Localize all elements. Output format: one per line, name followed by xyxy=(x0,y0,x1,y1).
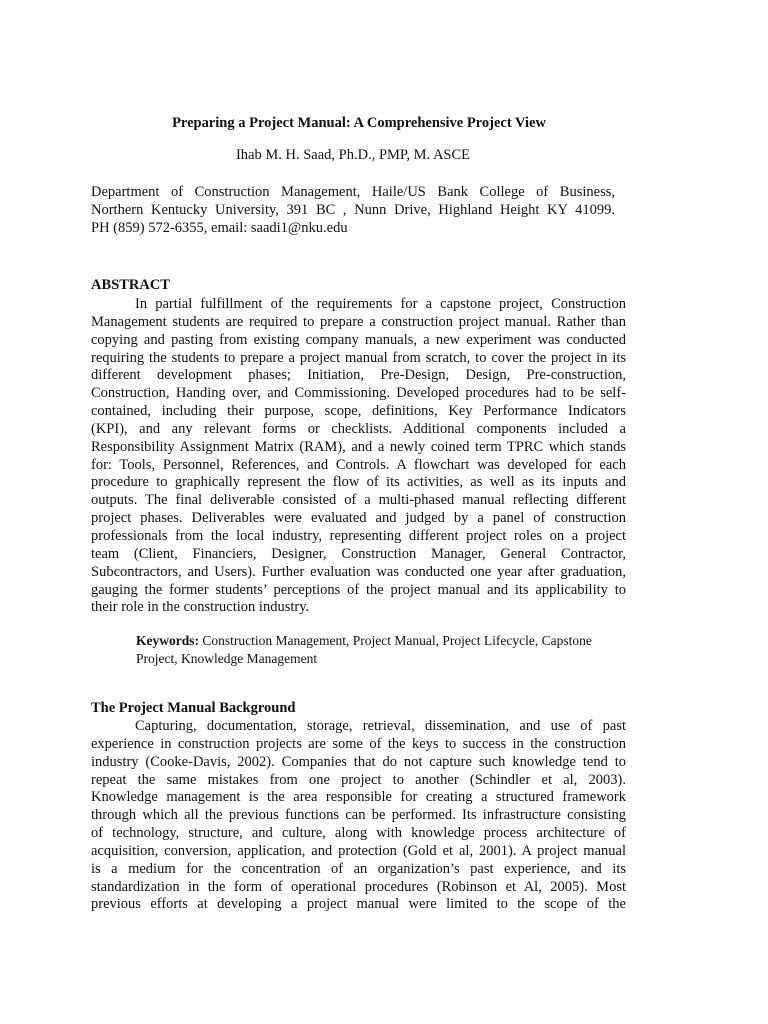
abstract-line: professionals from the local industry, representing different project roles on a project xyxy=(91,527,626,544)
background-line: of technology, structure, and culture, along with knowledge process architecture of xyxy=(91,825,626,842)
affiliation-line: Department of Construction Management, Haile/US Bank College of Business, xyxy=(91,184,615,200)
abstract-line: requiring the students to prepare a project manual from scratch, to cover the project in its xyxy=(91,349,626,366)
abstract-line: Responsibility Assignment Matrix (RAM), and a newly coined term TPRC which stands xyxy=(91,438,626,455)
background-line: Knowledge management is the area responsible for creating a structured framework xyxy=(91,789,626,806)
abstract-line: different development phases; Initiation, Pre-Design, Design, Pre-construction, xyxy=(91,367,626,384)
affiliation-block xyxy=(91,184,615,237)
keywords-text: Construction Management, Project Manual, Project Lifecycle, Capstone xyxy=(202,633,592,648)
keywords-label: Keywords: xyxy=(136,633,199,648)
background-line: standardization in the form of operational procedures (Robinson et Al, 2005). Most xyxy=(91,878,626,895)
abstract-line: (KPI), and any relevant forms or checklists. Additional components included a xyxy=(91,420,626,437)
keywords-line: Project, Knowledge Management xyxy=(136,650,318,666)
paper-title: Preparing a Project Manual: A Comprehensive Project View xyxy=(172,115,546,131)
abstract-line: In partial fulfillment of the requirements for a capstone project, Construction xyxy=(135,296,626,312)
background-line: experience in construction projects are some of the keys to success in the construction xyxy=(91,735,626,752)
abstract-line: outputs. The final deliverable consisted of a multi-phased manual reflecting different xyxy=(91,492,626,509)
keywords-line xyxy=(136,632,616,650)
background-line: previous efforts at developing a project manual were limited to the scope of the xyxy=(91,896,626,913)
background-line: is a medium for the concentration of an organization’s past experience, and its xyxy=(91,860,626,877)
abstract-line: copying and pasting from existing company manuals, a new experiment was conducted xyxy=(91,331,626,348)
abstract-line: for: Tools, Personnel, References, and Controls. A flowchart was developed for each xyxy=(91,456,626,473)
abstract-line: Management students are required to prepare a construction project manual. Rather than xyxy=(91,313,626,330)
abstract-line: procedure to graphically represent the flow of its activities, as well as its inputs and xyxy=(91,474,626,491)
keywords-block xyxy=(136,632,616,667)
background-line: through which all the previous functions can be performed. Its infrastructure consisting xyxy=(91,807,626,824)
abstract-line: contained, including their purpose, scope, definitions, Key Performance Indicators xyxy=(91,403,626,420)
abstract-paragraph xyxy=(91,296,626,617)
abstract-line: team (Client, Financiers, Designer, Construction Manager, General Contractor, xyxy=(91,545,626,562)
abstract-line: gauging the former students’ perceptions of the project manual and its applicability to xyxy=(91,581,626,598)
background-line: Capturing, documentation, storage, retrieval, dissemination, and use of past xyxy=(135,718,626,734)
background-paragraph xyxy=(91,718,626,914)
background-line: acquisition, conversion, application, and protection (Gold et al, 2001). A project manual xyxy=(91,842,626,859)
abstract-line: project phases. Deliverables were evaluated and judged by a panel of construction xyxy=(91,510,626,527)
abstract-line: Subcontractors, and Users). Further evaluation was conducted one year after graduation, xyxy=(91,563,626,580)
abstract-heading: ABSTRACT xyxy=(91,277,170,293)
author-line: Ihab M. H. Saad, Ph.D., PMP, M. ASCE xyxy=(235,147,471,163)
abstract-line: Construction, Handing over, and Commissioning. Developed procedures had to be self- xyxy=(91,385,626,402)
affiliation-line: PH (859) 572-6355, email: saadi1@nku.edu xyxy=(91,219,348,236)
affiliation-line: Northern Kentucky University, 391 BC , Nunn Drive, Highland Height KY 41099. xyxy=(91,201,615,218)
abstract-line: their role in the construction industry. xyxy=(91,599,310,616)
background-line: repeat the same mistakes from one project to another (Schindler et al, 2003). xyxy=(91,771,626,788)
background-heading: The Project Manual Background xyxy=(91,700,296,716)
background-line: industry (Cooke-Davis, 2002). Companies that do not capture such knowledge tend to xyxy=(91,753,626,770)
